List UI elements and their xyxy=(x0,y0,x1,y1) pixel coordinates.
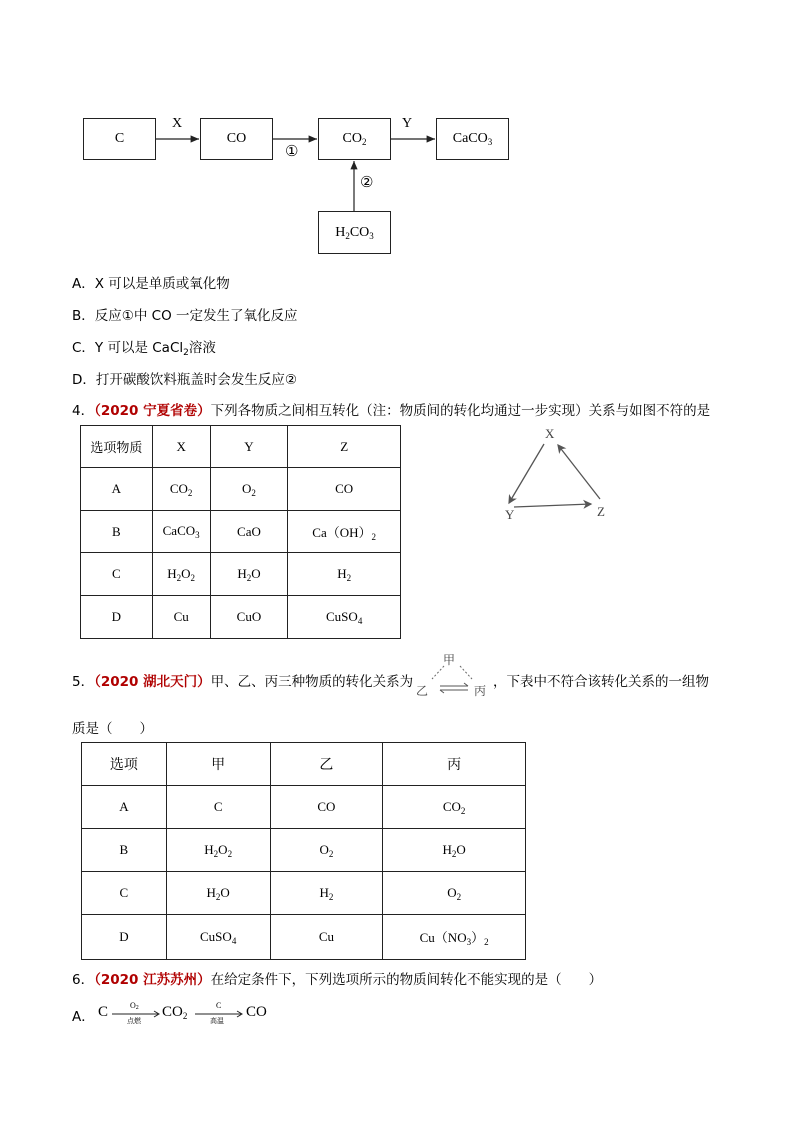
cell-option: D xyxy=(81,596,153,639)
cell-x: $CO_2$ xyxy=(152,468,210,511)
cell-yi: $O_2$ xyxy=(270,829,383,872)
q5-stem-line1 xyxy=(72,670,413,690)
arrow-y-z xyxy=(514,504,591,507)
triangle-label-x: X xyxy=(545,426,555,441)
table-row xyxy=(82,915,526,960)
box-co2-label: $CO_2$ xyxy=(342,131,367,147)
cell-x: $H_2O_2$ xyxy=(152,553,210,596)
cell-option: B xyxy=(81,511,153,553)
cell-yi: CO xyxy=(270,786,383,829)
cell-x: Cu xyxy=(152,596,210,639)
triangle-label-z: Z xyxy=(597,504,605,519)
table-row xyxy=(81,511,401,553)
q6-option-a-label: A． xyxy=(72,1009,95,1025)
cell-jia: C xyxy=(166,786,270,829)
cell-y: $H_2O$ xyxy=(210,553,288,596)
q5-header-cell: 丙 xyxy=(383,743,526,786)
cell-option: C xyxy=(82,872,167,915)
box-co-label: CO xyxy=(226,131,247,146)
cell-z: CO xyxy=(288,468,401,511)
cell-y: CuO xyxy=(210,596,288,639)
table-row xyxy=(81,596,401,639)
cell-z: $H_2$ xyxy=(288,553,401,596)
cell-option: A xyxy=(81,468,153,511)
q5-header-cell: 乙 xyxy=(270,743,383,786)
label-x: X xyxy=(172,116,183,131)
q5-stem-line1-end: ，下表中不符合该转化关系的一组物 xyxy=(493,674,709,690)
q5-text: 甲、乙、丙三种物质的转化关系为 xyxy=(210,674,414,690)
table-row xyxy=(82,829,526,872)
cell-y: CaO xyxy=(210,511,288,553)
cell-bing: $H_2O$ xyxy=(383,829,526,872)
q5-source: （2020 湖北天门） xyxy=(94,674,211,690)
q3-option-d: D．打开碳酸饮料瓶盖时会发生反应② xyxy=(72,372,297,388)
box-caco3-label: CaCO$_3$ xyxy=(452,131,493,147)
mini-label-bing: 丙 xyxy=(474,684,487,698)
box-h2co3-label: $H_2CO_3$ xyxy=(335,224,374,241)
arrow-x-y xyxy=(509,444,544,503)
arrow-z-x xyxy=(558,445,600,499)
cell-x: CaCO$_3$ xyxy=(152,511,210,553)
eq-co: CO xyxy=(246,1004,267,1020)
q4-header-row xyxy=(81,426,401,468)
q5-header-row xyxy=(82,743,526,786)
q3-option-c: C．Y 可以是 CaCl$_2$溶液 xyxy=(72,340,216,358)
cell-yi: Cu xyxy=(270,915,383,960)
cell-yi: $H_2$ xyxy=(270,872,383,915)
cell-z: CuSO$_4$ xyxy=(288,596,401,639)
cell-bing: $CO_2$ xyxy=(383,786,526,829)
eq-arrow-1-bottom: 点燃 xyxy=(127,1017,141,1025)
cell-option: A xyxy=(82,786,167,829)
table-row xyxy=(81,468,401,511)
cell-bing: $Cu(NO_3)_2$ xyxy=(383,915,526,960)
cell-jia: $H_2O_2$ xyxy=(166,829,270,872)
cell-y: $O_2$ xyxy=(210,468,288,511)
q4-number: 4． xyxy=(72,403,95,419)
q5-header-cell: 甲 xyxy=(166,743,270,786)
q5-stem-line2: 质是（ ） xyxy=(72,721,153,737)
eq-arrow-1-top: $O_2$ xyxy=(130,1001,139,1011)
eq-arrow-2-bottom: 高温 xyxy=(210,1017,224,1025)
q4-header-cell: Z xyxy=(288,426,401,468)
q6-number: 6． xyxy=(72,972,95,988)
label-circle-2: ② xyxy=(360,175,374,191)
q4-stem xyxy=(72,399,710,419)
q3-option-a: A．X 可以是单质或氧化物 xyxy=(72,276,230,292)
table-row xyxy=(82,872,526,915)
table-row xyxy=(82,786,526,829)
eq-co2: $CO_2$ xyxy=(162,1004,188,1021)
label-circle-1: ① xyxy=(285,144,299,160)
label-y: Y xyxy=(402,116,413,131)
mini-label-yi: 乙 xyxy=(416,684,429,698)
table-row xyxy=(81,553,401,596)
q6-stem xyxy=(72,968,602,988)
q5-header-cell: 选项 xyxy=(82,743,167,786)
cell-jia: CuSO$_4$ xyxy=(166,915,270,960)
q4-source: （2020 宁夏省卷） xyxy=(94,403,211,419)
eq-arrow-2-top: C xyxy=(216,1001,222,1010)
cell-option: D xyxy=(82,915,167,960)
triangle-label-y: Y xyxy=(505,507,515,522)
cell-z: $Ca(OH)_2$ xyxy=(288,511,401,553)
q4-table xyxy=(80,425,401,639)
q4-text: 下列各物质之间相互转化（注：物质间的转化均通过一步实现）关系与如图不符的是 xyxy=(210,403,711,419)
q3-option-b: B．反应①中 CO 一定发生了氧化反应 xyxy=(72,308,298,324)
box-c-label: C xyxy=(114,131,125,146)
flow-arrows xyxy=(0,0,794,300)
eq-c: C xyxy=(98,1004,109,1020)
cell-bing: $O_2$ xyxy=(383,872,526,915)
cell-option: B xyxy=(82,829,167,872)
q6-text: 在给定条件下，下列选项所示的物质间转化不能实现的是（ ） xyxy=(210,972,603,988)
q6-source: （2020 江苏苏州） xyxy=(94,972,211,988)
q4-header-cell: Y xyxy=(210,426,288,468)
q4-header-cell: 选项物质 xyxy=(81,426,153,468)
q5-number: 5． xyxy=(72,674,95,690)
cell-option: C xyxy=(81,553,153,596)
q4-header-cell: X xyxy=(152,426,210,468)
cell-jia: $H_2O$ xyxy=(166,872,270,915)
mini-label-jia: 甲 xyxy=(443,653,456,667)
q5-table xyxy=(81,742,526,960)
